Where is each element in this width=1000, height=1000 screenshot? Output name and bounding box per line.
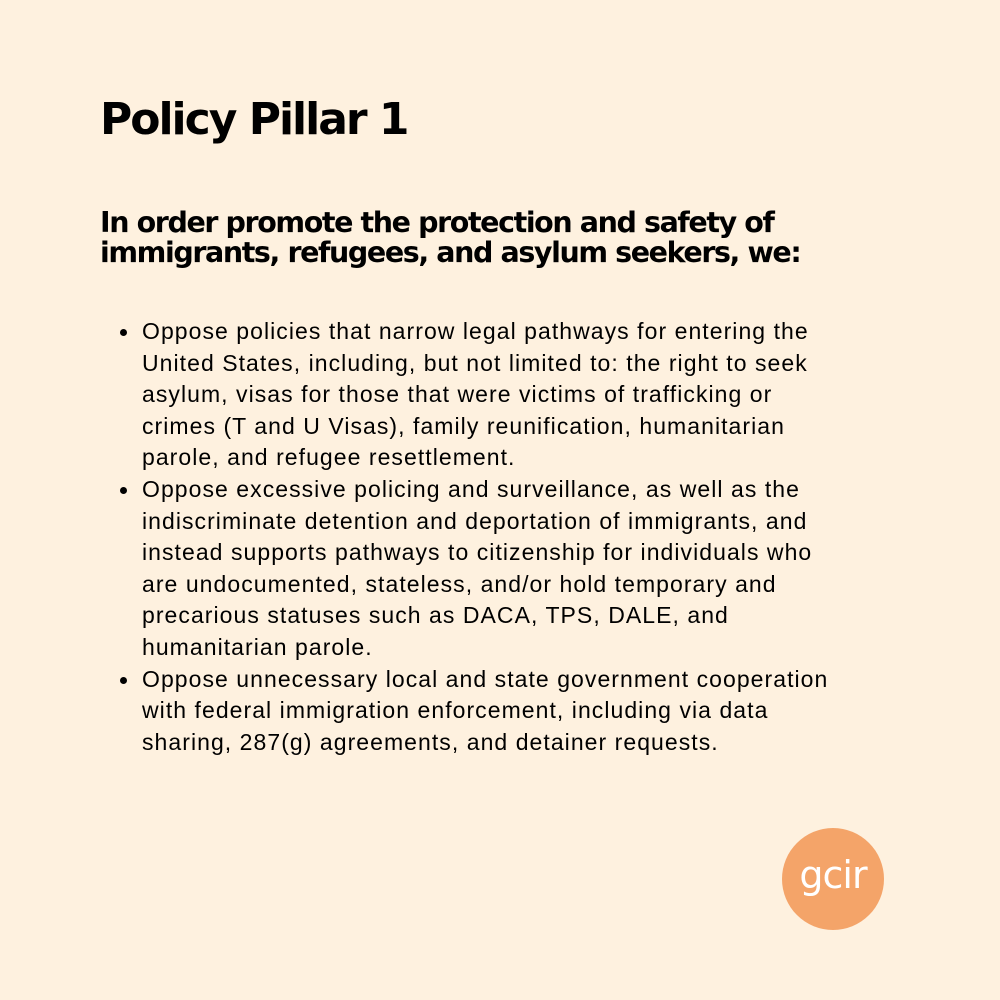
bullet-line: Oppose unnecessary local and state government cooperation [142, 665, 829, 692]
bullet-line: United States, including, but not limited to: the right to seek [142, 349, 808, 376]
bullet-line: humanitarian parole. [142, 633, 373, 660]
bullet-text [142, 664, 918, 759]
bullet-line: with federal immigration enforcement, including via data [142, 697, 769, 724]
logo-text: gcir [799, 853, 867, 897]
bullet-line: parole, and refugee resettlement. [142, 444, 516, 471]
gcir-logo-icon [782, 828, 884, 930]
bullet-line: sharing, 287(g) agreements, and detainer requests. [142, 728, 719, 755]
bullet-line: crimes (T and U Visas), family reunification, humanitarian [142, 412, 785, 439]
intro-heading [100, 208, 920, 268]
gcir-logo-mark [782, 828, 884, 930]
intro-line: immigrants, refugees, and asylum seekers, we: [100, 236, 801, 269]
bullet-text [142, 474, 918, 664]
bullet-line: indiscriminate detention and deportation of immigrants, and [142, 507, 808, 534]
bullet-text [142, 316, 918, 474]
bullet-icon [120, 677, 127, 684]
policy-bullet-list [118, 316, 918, 758]
list-item [118, 316, 918, 474]
bullet-icon [120, 329, 127, 336]
intro-line: In order promote the protection and safety of [100, 206, 774, 239]
bullet-line: are undocumented, stateless, and/or hold temporary and [142, 570, 777, 597]
bullet-icon [120, 487, 127, 494]
bullet-line: Oppose excessive policing and surveillance, as well as the [142, 475, 800, 502]
list-item [118, 664, 918, 759]
bullet-line: asylum, visas for those that were victims of trafficking or [142, 381, 773, 408]
bullet-line: instead supports pathways to citizenship for individuals who [142, 539, 813, 566]
page-title: Policy Pillar 1 [100, 94, 408, 145]
bullet-line: Oppose policies that narrow legal pathways for entering the [142, 318, 809, 344]
bullet-line: precarious statuses such as DACA, TPS, DALE, and [142, 602, 729, 629]
list-item [118, 474, 918, 664]
